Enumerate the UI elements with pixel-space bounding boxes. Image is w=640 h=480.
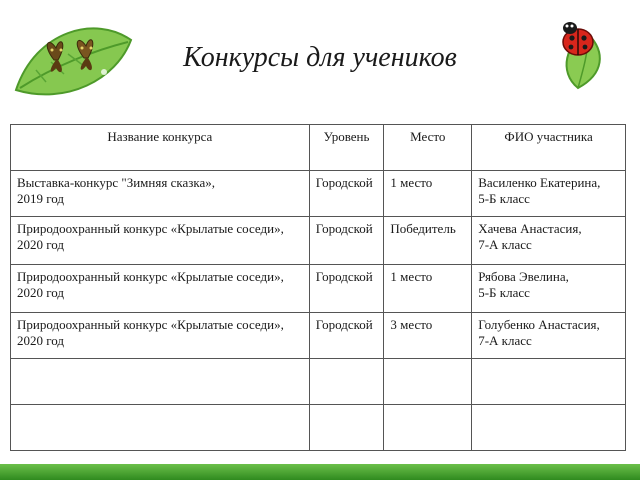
cell-name <box>11 359 310 405</box>
cell-level: Городской <box>309 313 384 359</box>
table-row <box>11 217 626 265</box>
cell-name <box>11 405 310 451</box>
table-row <box>11 171 626 217</box>
table-row <box>11 265 626 313</box>
column-header: Уровень <box>309 125 384 171</box>
cell-name: Природоохранный конкурс «Крылатые соседи», 2020 год <box>11 313 310 359</box>
column-header: Место <box>384 125 472 171</box>
cell-level: Городской <box>309 171 384 217</box>
column-header: ФИО участника <box>472 125 626 171</box>
cell-place <box>384 405 472 451</box>
cell-place: 3 место <box>384 313 472 359</box>
cell-place: 1 место <box>384 171 472 217</box>
cell-place <box>384 359 472 405</box>
table-row <box>11 405 626 451</box>
cell-participant <box>472 359 626 405</box>
cell-place: Победитель <box>384 217 472 265</box>
cell-level: Городской <box>309 265 384 313</box>
cell-name: Выставка-конкурс "Зимняя сказка», 2019 год <box>11 171 310 217</box>
contests-table <box>10 124 626 451</box>
cell-level <box>309 405 384 451</box>
cell-participant: Голубенко Анастасия, 7-А класс <box>472 313 626 359</box>
table-row <box>11 359 626 405</box>
bottom-green-bar <box>0 464 640 480</box>
table-header-row <box>11 125 626 171</box>
cell-participant: Рябова Эвелина, 5-Б класс <box>472 265 626 313</box>
cell-name: Природоохранный конкурс «Крылатые соседи», 2020 год <box>11 265 310 313</box>
column-header: Название конкурса <box>11 125 310 171</box>
cell-name: Природоохранный конкурс «Крылатые соседи», 2020 год <box>11 217 310 265</box>
cell-level: Городской <box>309 217 384 265</box>
cell-place: 1 место <box>384 265 472 313</box>
cell-participant: Василенко Екатерина, 5-Б класс <box>472 171 626 217</box>
cell-level <box>309 359 384 405</box>
cell-participant: Хачева Анастасия, 7-А класс <box>472 217 626 265</box>
page-title: Конкурсы для учеников <box>183 42 457 73</box>
cell-participant <box>472 405 626 451</box>
table-row <box>11 313 626 359</box>
